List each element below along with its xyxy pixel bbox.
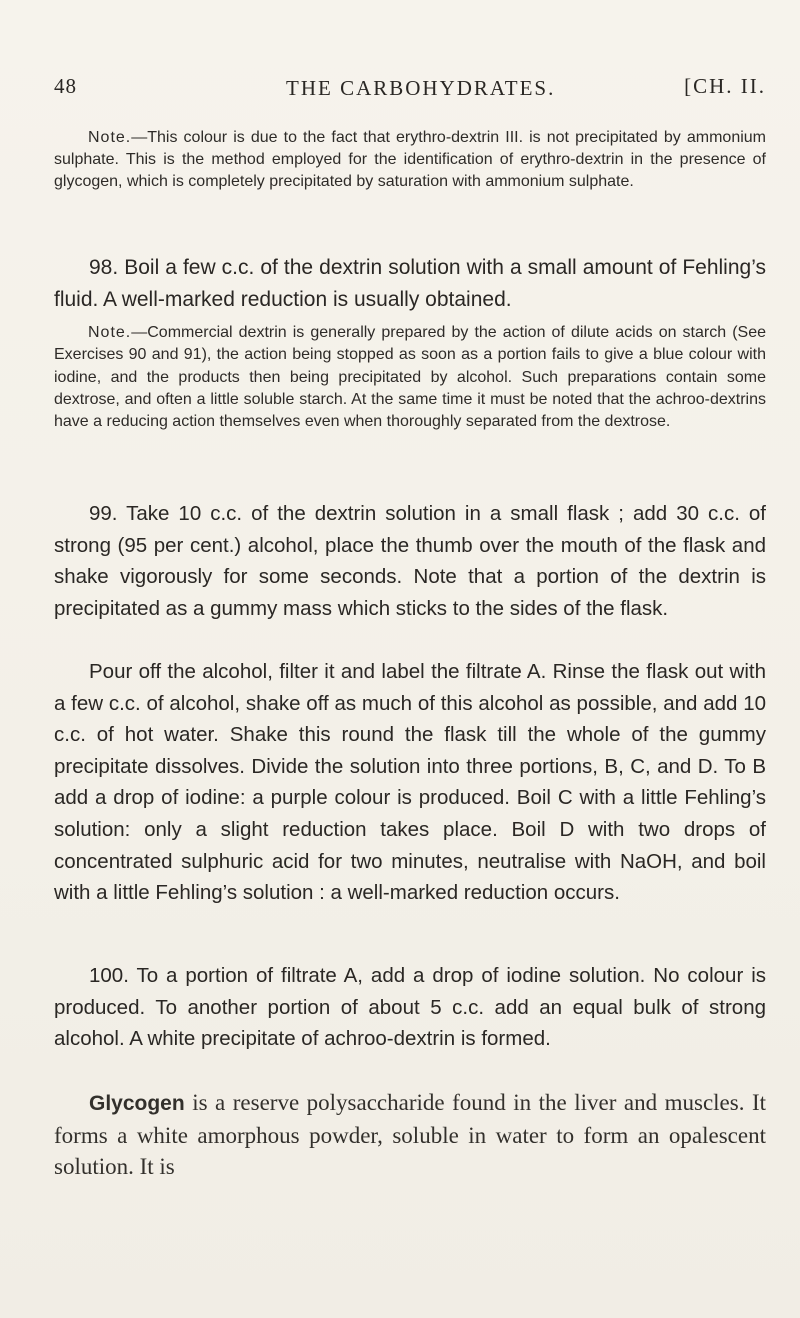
note-commercial-dextrin	[54, 322, 766, 433]
note-erythro-dextrin	[54, 127, 766, 193]
exercise-100: 100. To a portion of filtrate A, add a drop of iodine solution. No colour is produced. To another portion of about 5 c.c. add an equal bulk of strong alcohol. A white precipitate of achroo-dextrin is formed.	[54, 964, 766, 1051]
running-title: THE CARBOHYDRATES.	[286, 76, 556, 100]
note-label: Note.	[88, 129, 132, 146]
note-text: —This colour is due to the fact that erythro-dextrin III. is not precipitated by ammonium sulphate. This is the method employed for the identification of erythro-dextrin in the presence of glycogen, which is completely precipitated by saturation with ammonium sulphate.	[54, 129, 766, 190]
chapter-reference: [CH. II.	[684, 74, 766, 98]
exercise-99: 99. Take 10 c.c. of the dextrin solution in a small flask ; add 30 c.c. of strong (95 per cent.) alcohol, place the thumb over the mouth of the flask and shake vigorously for some seconds. Note that a portion of the dextrin is precipitated as a gummy mass which sticks to the sides of the flask.	[54, 502, 766, 620]
glycogen-text: is a reserve polysaccharide found in the liver and muscles. It forms a white amorphous powder, soluble in water to form an opalescent solution. It is	[54, 1090, 766, 1179]
page-number: 48	[54, 74, 77, 98]
filtrate-procedure: Pour off the alcohol, filter it and label the filtrate A. Rinse the flask out with a few c.c. of alcohol, shake off as much of this alcohol as possible, and add 10 c.c. of hot water. Shake this round the flask till the whole of the gummy precipitate dissolves. Divide the solution into three portions, B, C, and D. To B add a drop of iodine: a purple colour is produced. Boil C with a little Fehling’s solution: only a slight reduction takes place. Boil D with two drops of concentrated sulphuric acid for two minutes, neutralise with NaOH, and boil with a little Fehling’s solution : a well-marked reduction occurs.	[54, 660, 766, 905]
note-text: —Commercial dextrin is generally prepared by the action of dilute acids on starch (See Exercises 90 and 91), the action being stopped as soon as a portion fails to give a blue colour with iodine, and the products then being precipitated by alcohol. Such preparations contain some dextrose, and often a little soluble starch. At the same time it must be noted that the achroo-dextrins have a reducing action themselves even when thoroughly separated from the dextrose.	[54, 324, 766, 431]
glycogen-section	[54, 1087, 766, 1183]
exercise-98: 98. Boil a few c.c. of the dextrin solution with a small amount of Fehling’s fluid. A well-marked reduction is usually obtained.	[54, 256, 766, 311]
page-header	[54, 74, 766, 110]
glycogen-term: Glycogen	[89, 1092, 185, 1115]
note-label: Note.	[88, 324, 132, 341]
